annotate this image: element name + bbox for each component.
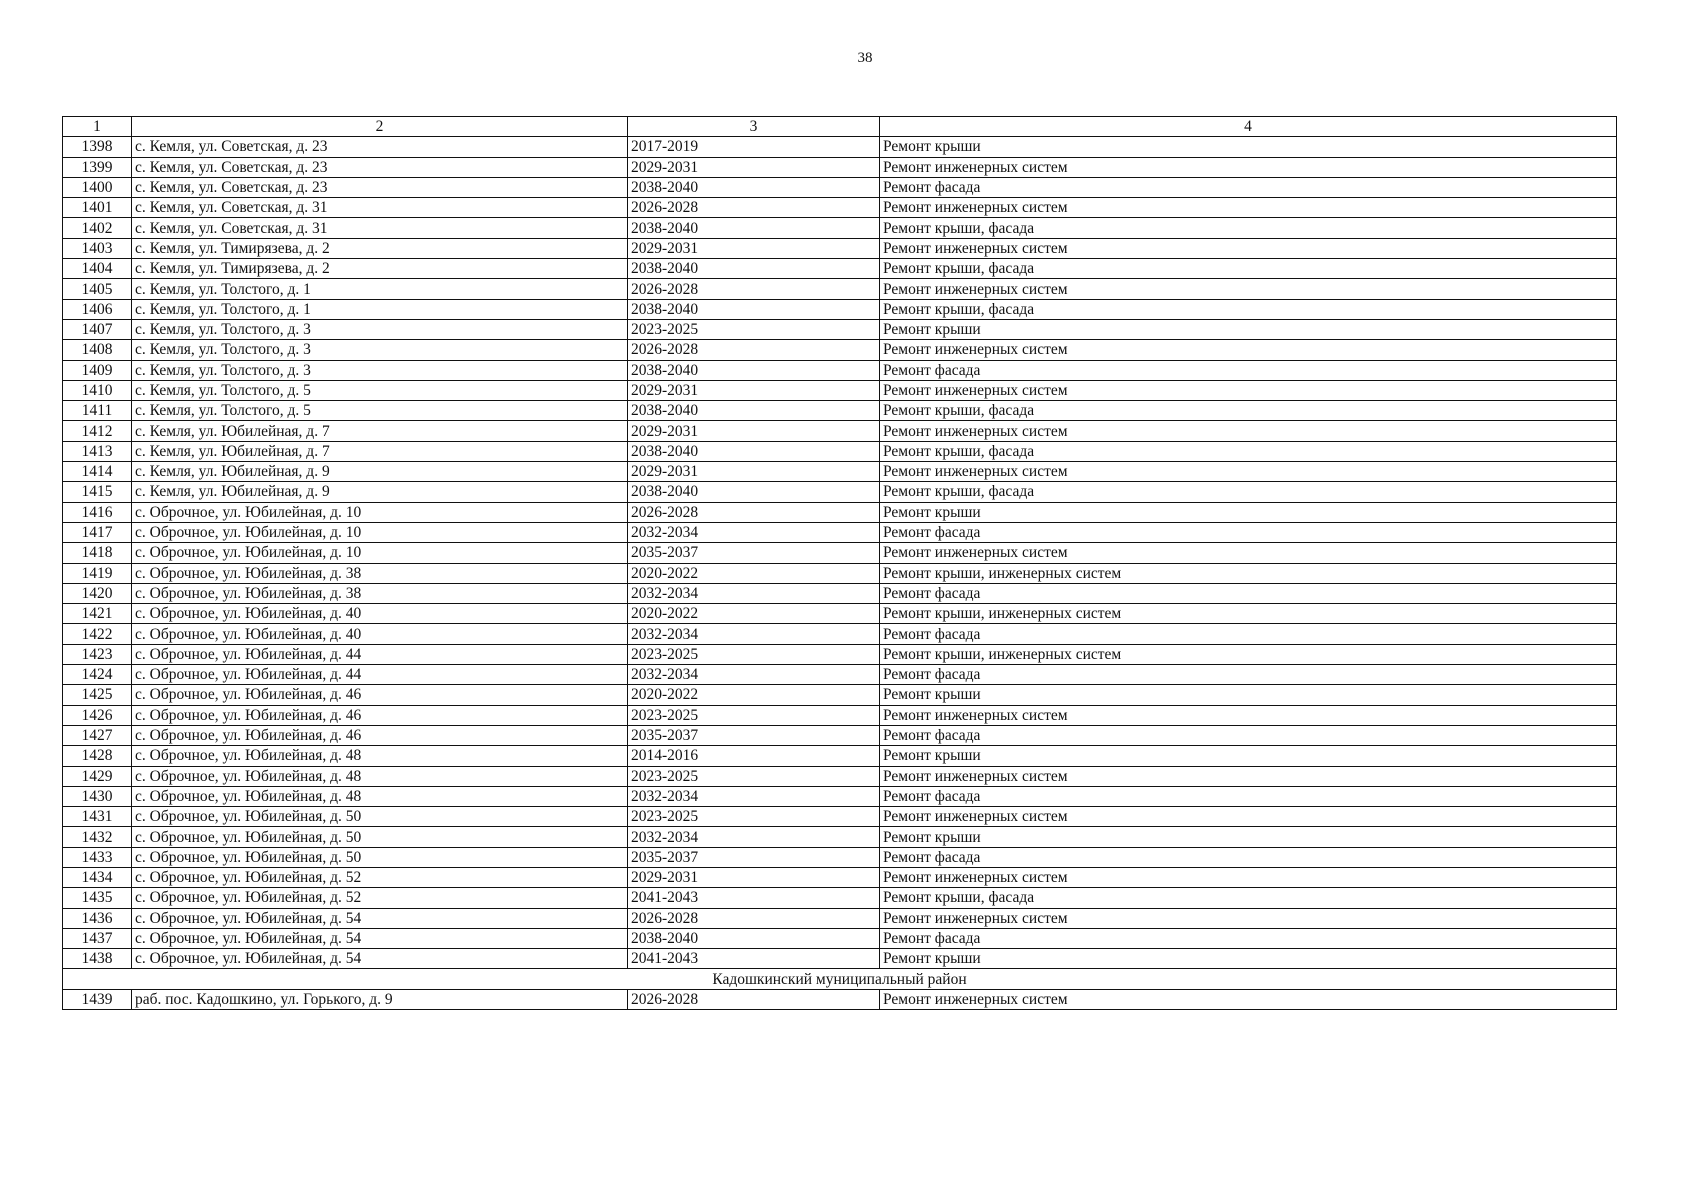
table-row xyxy=(63,908,1617,928)
work-type-cell: Ремонт крыши xyxy=(880,685,1617,705)
table-row xyxy=(63,502,1617,522)
row-number-cell: 1401 xyxy=(63,198,132,218)
address-cell: с. Кемля, ул. Тимирязева, д. 2 xyxy=(132,259,628,279)
header-row xyxy=(63,117,1617,137)
row-number-cell: 1437 xyxy=(63,928,132,948)
period-cell: 2020-2022 xyxy=(628,563,880,583)
period-cell: 2038-2040 xyxy=(628,928,880,948)
address-cell: с. Кемля, ул. Советская, д. 23 xyxy=(132,157,628,177)
row-number-cell: 1422 xyxy=(63,624,132,644)
period-cell: 2038-2040 xyxy=(628,259,880,279)
row-number-cell: 1408 xyxy=(63,340,132,360)
row-number-cell: 1416 xyxy=(63,502,132,522)
row-number-cell: 1427 xyxy=(63,725,132,745)
work-type-cell: Ремонт крыши, фасада xyxy=(880,259,1617,279)
row-number-cell: 1420 xyxy=(63,583,132,603)
row-number-cell: 1419 xyxy=(63,563,132,583)
work-type-cell: Ремонт фасада xyxy=(880,583,1617,603)
period-cell: 2029-2031 xyxy=(628,867,880,887)
address-cell: с. Оброчное, ул. Юбилейная, д. 38 xyxy=(132,583,628,603)
period-cell: 2023-2025 xyxy=(628,807,880,827)
work-type-cell: Ремонт инженерных систем xyxy=(880,238,1617,258)
table-row xyxy=(63,604,1617,624)
period-cell: 2035-2037 xyxy=(628,543,880,563)
period-cell: 2041-2043 xyxy=(628,888,880,908)
period-cell: 2032-2034 xyxy=(628,624,880,644)
header-col-4: 4 xyxy=(880,117,1617,137)
address-cell: раб. пос. Кадошкино, ул. Горького, д. 9 xyxy=(132,989,628,1009)
period-cell: 2035-2037 xyxy=(628,847,880,867)
table-row xyxy=(63,705,1617,725)
table-row xyxy=(63,786,1617,806)
address-cell: с. Кемля, ул. Толстого, д. 3 xyxy=(132,360,628,380)
row-number-cell: 1412 xyxy=(63,421,132,441)
table-row xyxy=(63,259,1617,279)
work-type-cell: Ремонт крыши, инженерных систем xyxy=(880,604,1617,624)
address-cell: с. Кемля, ул. Тимирязева, д. 2 xyxy=(132,238,628,258)
row-number-cell: 1399 xyxy=(63,157,132,177)
row-number-cell: 1417 xyxy=(63,522,132,542)
repair-schedule-table xyxy=(62,116,1617,1010)
table-row xyxy=(63,198,1617,218)
address-cell: с. Оброчное, ул. Юбилейная, д. 52 xyxy=(132,867,628,887)
row-number-cell: 1436 xyxy=(63,908,132,928)
row-number-cell: 1426 xyxy=(63,705,132,725)
address-cell: с. Оброчное, ул. Юбилейная, д. 46 xyxy=(132,705,628,725)
period-cell: 2017-2019 xyxy=(628,137,880,157)
table-row xyxy=(63,827,1617,847)
work-type-cell: Ремонт крыши, инженерных систем xyxy=(880,644,1617,664)
period-cell: 2032-2034 xyxy=(628,786,880,806)
address-cell: с. Оброчное, ул. Юбилейная, д. 54 xyxy=(132,908,628,928)
table-row xyxy=(63,583,1617,603)
address-cell: с. Кемля, ул. Толстого, д. 3 xyxy=(132,319,628,339)
work-type-cell: Ремонт инженерных систем xyxy=(880,908,1617,928)
address-cell: с. Кемля, ул. Советская, д. 23 xyxy=(132,177,628,197)
work-type-cell: Ремонт инженерных систем xyxy=(880,279,1617,299)
row-number-cell: 1418 xyxy=(63,543,132,563)
address-cell: с. Оброчное, ул. Юбилейная, д. 48 xyxy=(132,766,628,786)
address-cell: с. Кемля, ул. Советская, д. 31 xyxy=(132,198,628,218)
table-row xyxy=(63,867,1617,887)
work-type-cell: Ремонт инженерных систем xyxy=(880,807,1617,827)
address-cell: с. Оброчное, ул. Юбилейная, д. 50 xyxy=(132,807,628,827)
address-cell: с. Кемля, ул. Толстого, д. 1 xyxy=(132,299,628,319)
row-number-cell: 1421 xyxy=(63,604,132,624)
address-cell: с. Оброчное, ул. Юбилейная, д. 54 xyxy=(132,928,628,948)
work-type-cell: Ремонт крыши xyxy=(880,746,1617,766)
work-type-cell: Ремонт фасада xyxy=(880,665,1617,685)
row-number-cell: 1435 xyxy=(63,888,132,908)
work-type-cell: Ремонт инженерных систем xyxy=(880,462,1617,482)
period-cell: 2041-2043 xyxy=(628,949,880,969)
period-cell: 2032-2034 xyxy=(628,583,880,603)
period-cell: 2026-2028 xyxy=(628,279,880,299)
period-cell: 2014-2016 xyxy=(628,746,880,766)
work-type-cell: Ремонт инженерных систем xyxy=(880,157,1617,177)
table-row xyxy=(63,888,1617,908)
address-cell: с. Кемля, ул. Толстого, д. 3 xyxy=(132,340,628,360)
table-row xyxy=(63,157,1617,177)
address-cell: с. Оброчное, ул. Юбилейная, д. 48 xyxy=(132,746,628,766)
row-number-cell: 1402 xyxy=(63,218,132,238)
work-type-cell: Ремонт крыши xyxy=(880,949,1617,969)
row-number-cell: 1425 xyxy=(63,685,132,705)
header-col-2: 2 xyxy=(132,117,628,137)
address-cell: с. Оброчное, ул. Юбилейная, д. 10 xyxy=(132,522,628,542)
table-row xyxy=(63,624,1617,644)
work-type-cell: Ремонт крыши, инженерных систем xyxy=(880,563,1617,583)
address-cell: с. Оброчное, ул. Юбилейная, д. 44 xyxy=(132,644,628,664)
row-number-cell: 1415 xyxy=(63,482,132,502)
work-type-cell: Ремонт инженерных систем xyxy=(880,340,1617,360)
period-cell: 2035-2037 xyxy=(628,725,880,745)
work-type-cell: Ремонт инженерных систем xyxy=(880,766,1617,786)
table-row xyxy=(63,522,1617,542)
work-type-cell: Ремонт инженерных систем xyxy=(880,867,1617,887)
table-row xyxy=(63,279,1617,299)
address-cell: с. Оброчное, ул. Юбилейная, д. 40 xyxy=(132,624,628,644)
period-cell: 2032-2034 xyxy=(628,522,880,542)
period-cell: 2038-2040 xyxy=(628,360,880,380)
work-type-cell: Ремонт фасада xyxy=(880,725,1617,745)
work-type-cell: Ремонт инженерных систем xyxy=(880,198,1617,218)
address-cell: с. Оброчное, ул. Юбилейная, д. 54 xyxy=(132,949,628,969)
period-cell: 2026-2028 xyxy=(628,198,880,218)
period-cell: 2029-2031 xyxy=(628,421,880,441)
address-cell: с. Кемля, ул. Толстого, д. 1 xyxy=(132,279,628,299)
table-row xyxy=(63,299,1617,319)
period-cell: 2029-2031 xyxy=(628,462,880,482)
table-row xyxy=(63,380,1617,400)
work-type-cell: Ремонт крыши, фасада xyxy=(880,441,1617,461)
work-type-cell: Ремонт крыши, фасада xyxy=(880,299,1617,319)
table-row xyxy=(63,401,1617,421)
table-row xyxy=(63,665,1617,685)
table-row xyxy=(63,766,1617,786)
table-row xyxy=(63,543,1617,563)
row-number-cell: 1432 xyxy=(63,827,132,847)
table-row xyxy=(63,319,1617,339)
address-cell: с. Кемля, ул. Юбилейная, д. 7 xyxy=(132,441,628,461)
work-type-cell: Ремонт фасада xyxy=(880,360,1617,380)
row-number-cell: 1438 xyxy=(63,949,132,969)
work-type-cell: Ремонт крыши, фасада xyxy=(880,218,1617,238)
table-row xyxy=(63,482,1617,502)
work-type-cell: Ремонт инженерных систем xyxy=(880,380,1617,400)
page-number: 38 xyxy=(857,50,873,66)
table-row xyxy=(63,989,1617,1009)
address-cell: с. Оброчное, ул. Юбилейная, д. 52 xyxy=(132,888,628,908)
period-cell: 2038-2040 xyxy=(628,441,880,461)
row-number-cell: 1424 xyxy=(63,665,132,685)
work-type-cell: Ремонт крыши xyxy=(880,319,1617,339)
address-cell: с. Кемля, ул. Юбилейная, д. 9 xyxy=(132,482,628,502)
table-row xyxy=(63,441,1617,461)
address-cell: с. Оброчное, ул. Юбилейная, д. 40 xyxy=(132,604,628,624)
row-number-cell: 1407 xyxy=(63,319,132,339)
address-cell: с. Оброчное, ул. Юбилейная, д. 50 xyxy=(132,847,628,867)
row-number-cell: 1406 xyxy=(63,299,132,319)
table-row xyxy=(63,462,1617,482)
address-cell: с. Оброчное, ул. Юбилейная, д. 48 xyxy=(132,786,628,806)
address-cell: с. Кемля, ул. Толстого, д. 5 xyxy=(132,401,628,421)
table-row xyxy=(63,238,1617,258)
work-type-cell: Ремонт инженерных систем xyxy=(880,989,1617,1009)
work-type-cell: Ремонт крыши xyxy=(880,137,1617,157)
period-cell: 2038-2040 xyxy=(628,177,880,197)
table-row xyxy=(63,847,1617,867)
period-cell: 2029-2031 xyxy=(628,380,880,400)
work-type-cell: Ремонт крыши, фасада xyxy=(880,888,1617,908)
row-number-cell: 1414 xyxy=(63,462,132,482)
row-number-cell: 1410 xyxy=(63,380,132,400)
work-type-cell: Ремонт инженерных систем xyxy=(880,543,1617,563)
row-number-cell: 1429 xyxy=(63,766,132,786)
address-cell: с. Кемля, ул. Юбилейная, д. 7 xyxy=(132,421,628,441)
work-type-cell: Ремонт крыши xyxy=(880,827,1617,847)
work-type-cell: Ремонт инженерных систем xyxy=(880,421,1617,441)
address-cell: с. Кемля, ул. Советская, д. 31 xyxy=(132,218,628,238)
period-cell: 2023-2025 xyxy=(628,705,880,725)
period-cell: 2038-2040 xyxy=(628,482,880,502)
period-cell: 2032-2034 xyxy=(628,665,880,685)
row-number-cell: 1434 xyxy=(63,867,132,887)
period-cell: 2038-2040 xyxy=(628,401,880,421)
table-row xyxy=(63,360,1617,380)
row-number-cell: 1423 xyxy=(63,644,132,664)
address-cell: с. Оброчное, ул. Юбилейная, д. 50 xyxy=(132,827,628,847)
table-header xyxy=(63,117,1617,137)
row-number-cell: 1400 xyxy=(63,177,132,197)
table-row xyxy=(63,725,1617,745)
period-cell: 2023-2025 xyxy=(628,319,880,339)
work-type-cell: Ремонт крыши, фасада xyxy=(880,401,1617,421)
row-number-cell: 1431 xyxy=(63,807,132,827)
row-number-cell: 1404 xyxy=(63,259,132,279)
row-number-cell: 1430 xyxy=(63,786,132,806)
row-number-cell: 1439 xyxy=(63,989,132,1009)
header-col-1: 1 xyxy=(63,117,132,137)
work-type-cell: Ремонт крыши xyxy=(880,502,1617,522)
row-number-cell: 1413 xyxy=(63,441,132,461)
address-cell: с. Оброчное, ул. Юбилейная, д. 10 xyxy=(132,543,628,563)
period-cell: 2026-2028 xyxy=(628,908,880,928)
address-cell: с. Кемля, ул. Советская, д. 23 xyxy=(132,137,628,157)
region-heading-row xyxy=(63,969,1617,989)
address-cell: с. Кемля, ул. Юбилейная, д. 9 xyxy=(132,462,628,482)
period-cell: 2023-2025 xyxy=(628,644,880,664)
table-row xyxy=(63,218,1617,238)
row-number-cell: 1398 xyxy=(63,137,132,157)
address-cell: с. Оброчное, ул. Юбилейная, д. 10 xyxy=(132,502,628,522)
period-cell: 2026-2028 xyxy=(628,989,880,1009)
table-row xyxy=(63,421,1617,441)
table-body xyxy=(63,137,1617,1010)
row-number-cell: 1403 xyxy=(63,238,132,258)
region-heading: Кадошкинский муниципальный район xyxy=(63,969,1617,989)
row-number-cell: 1411 xyxy=(63,401,132,421)
table-row xyxy=(63,928,1617,948)
table-row xyxy=(63,177,1617,197)
address-cell: с. Оброчное, ул. Юбилейная, д. 46 xyxy=(132,725,628,745)
period-cell: 2020-2022 xyxy=(628,604,880,624)
work-type-cell: Ремонт фасада xyxy=(880,522,1617,542)
work-type-cell: Ремонт фасада xyxy=(880,624,1617,644)
table-row xyxy=(63,746,1617,766)
row-number-cell: 1433 xyxy=(63,847,132,867)
table-row xyxy=(63,644,1617,664)
header-col-3: 3 xyxy=(628,117,880,137)
address-cell: с. Оброчное, ул. Юбилейная, д. 44 xyxy=(132,665,628,685)
table-row xyxy=(63,949,1617,969)
work-type-cell: Ремонт фасада xyxy=(880,928,1617,948)
work-type-cell: Ремонт фасада xyxy=(880,847,1617,867)
period-cell: 2020-2022 xyxy=(628,685,880,705)
period-cell: 2026-2028 xyxy=(628,340,880,360)
period-cell: 2038-2040 xyxy=(628,299,880,319)
table-row xyxy=(63,685,1617,705)
period-cell: 2032-2034 xyxy=(628,827,880,847)
table-row xyxy=(63,340,1617,360)
table-row xyxy=(63,807,1617,827)
period-cell: 2029-2031 xyxy=(628,157,880,177)
work-type-cell: Ремонт фасада xyxy=(880,177,1617,197)
address-cell: с. Оброчное, ул. Юбилейная, д. 46 xyxy=(132,685,628,705)
period-cell: 2023-2025 xyxy=(628,766,880,786)
period-cell: 2038-2040 xyxy=(628,218,880,238)
work-type-cell: Ремонт инженерных систем xyxy=(880,705,1617,725)
table-row xyxy=(63,137,1617,157)
row-number-cell: 1405 xyxy=(63,279,132,299)
work-type-cell: Ремонт фасада xyxy=(880,786,1617,806)
period-cell: 2029-2031 xyxy=(628,238,880,258)
period-cell: 2026-2028 xyxy=(628,502,880,522)
row-number-cell: 1428 xyxy=(63,746,132,766)
row-number-cell: 1409 xyxy=(63,360,132,380)
address-cell: с. Оброчное, ул. Юбилейная, д. 38 xyxy=(132,563,628,583)
table-row xyxy=(63,563,1617,583)
work-type-cell: Ремонт крыши, фасада xyxy=(880,482,1617,502)
address-cell: с. Кемля, ул. Толстого, д. 5 xyxy=(132,380,628,400)
